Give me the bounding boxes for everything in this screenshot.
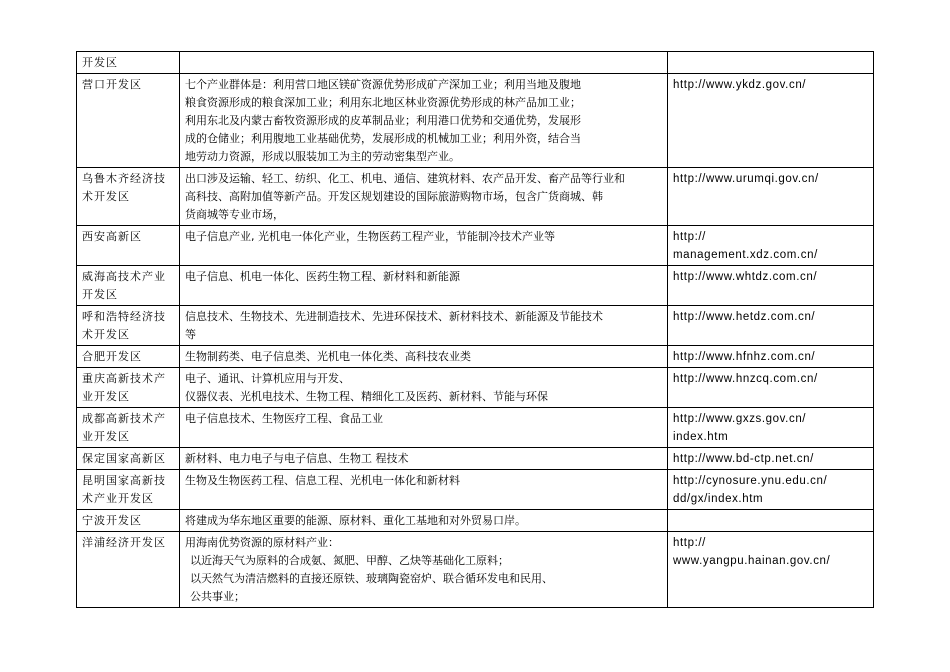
zone-name: 成都高新技术产业开发区 [77, 408, 180, 448]
description-line: 成的仓储业；利用腹地工业基础优势，发展形成的机械加工业；利用外资，结合当 [185, 132, 581, 145]
website-url [668, 448, 874, 470]
zone-name: 洋浦经济开发区 [77, 532, 180, 608]
zone-name: 营口开发区 [77, 74, 180, 168]
table-row [77, 74, 874, 168]
website-url [668, 306, 874, 346]
industry-description [180, 306, 668, 346]
industry-description [180, 168, 668, 226]
website-url [668, 226, 874, 266]
table-row [77, 368, 874, 408]
description-line: 利用东北及内蒙古畜牧资源形成的皮革制品业；利用港口优势和交通优势，发展形 [185, 114, 581, 127]
table-row [77, 532, 874, 608]
description-line: 仪器仪表、光机电技术、生物工程、精细化工及医药、新材料、节能与环保 [185, 390, 548, 403]
description-line: 电子、通讯、计算机应用与开发、 [185, 372, 350, 385]
dev-zone-table [76, 51, 874, 608]
description-line: 用海南优势资源的原材料产业： [185, 536, 339, 549]
url-line: dd/gx/index.htm [673, 493, 764, 505]
website-url [668, 532, 874, 608]
description-line: 电子信息、机电一体化、医药生物工程、新材料和新能源 [185, 270, 460, 283]
description-line: 电子信息产业, 光机电一体化产业，生物医药工程产业，节能制冷技术产业等 [185, 230, 555, 243]
industry-description [180, 368, 668, 408]
table-row [77, 408, 874, 448]
table-row [77, 510, 874, 532]
industry-description [180, 74, 668, 168]
website-url [668, 470, 874, 510]
url-line: http:// [673, 231, 706, 243]
table-row [77, 266, 874, 306]
industry-description [180, 266, 668, 306]
zone-name: 合肥开发区 [77, 346, 180, 368]
url-line: http://www.ykdz.gov.cn/ [673, 79, 807, 91]
website-url [668, 52, 874, 74]
website-url [668, 346, 874, 368]
url-line: http:// [673, 537, 706, 549]
industry-description [180, 532, 668, 608]
industry-description [180, 470, 668, 510]
description-line: 粮食资源形成的粮食深加工业；利用东北地区林业资源优势形成的林产品加工业； [185, 96, 581, 109]
url-line: www.yangpu.hainan.gov.cn/ [673, 555, 831, 567]
url-line: management.xdz.com.cn/ [673, 249, 818, 261]
description-line: 以天然气为清洁燃料的直接还原铁、玻璃陶瓷窑炉、联合循环发电和民用、 [190, 572, 553, 585]
table-row [77, 470, 874, 510]
url-line: http://www.hfnhz.com.cn/ [673, 351, 816, 363]
zone-name: 乌鲁木齐经济技术开发区 [77, 168, 180, 226]
industry-description [180, 226, 668, 266]
description-line: 生物制药类、电子信息类、光机电一体化类、高科技农业类 [185, 350, 471, 363]
url-line: http://www.bd-ctp.net.cn/ [673, 453, 814, 465]
description-line: 地劳动力资源，形成以服装加工为主的劳动密集型产业。 [185, 150, 460, 163]
description-line: 新材料、电力电子与电子信息、生物工 程技术 [185, 452, 409, 465]
website-url [668, 368, 874, 408]
description-line: 货商城等专业市场， [185, 208, 284, 221]
table-row [77, 346, 874, 368]
zone-name: 威海高技术产业开发区 [77, 266, 180, 306]
table-row [77, 52, 874, 74]
zone-name: 宁波开发区 [77, 510, 180, 532]
description-line: 信息技术、生物技术、先进制造技术、先进环保技术、新材料技术、新能源及节能技术 [185, 310, 603, 323]
description-line: 等 [185, 328, 196, 341]
url-line: http://cynosure.ynu.edu.cn/ [673, 475, 828, 487]
website-url [668, 168, 874, 226]
url-line: http://www.hnzcq.com.cn/ [673, 373, 818, 385]
description-line: 高科技、高附加值等新产品。开发区规划建设的国际旅游购物市场，包含广货商城、韩 [185, 190, 603, 203]
url-line: http://www.gxzs.gov.cn/ [673, 413, 807, 425]
description-line: 出口涉及运输、轻工、纺织、化工、机电、通信、建筑材料、农产品开发、畜产品等行业和 [185, 172, 625, 185]
website-url [668, 408, 874, 448]
description-line: 将建成为华东地区重要的能源、原材料、重化工基地和对外贸易口岸。 [185, 514, 526, 527]
website-url [668, 74, 874, 168]
table-row [77, 306, 874, 346]
description-line: 公共事业； [190, 590, 245, 603]
zone-name: 开发区 [77, 52, 180, 74]
table-row [77, 168, 874, 226]
url-line: http://www.urumqi.gov.cn/ [673, 173, 819, 185]
url-line: index.htm [673, 431, 729, 443]
industry-description [180, 346, 668, 368]
description-line: 以近海天气为原料的合成氨、氮肥、甲醇、乙炔等基础化工原料； [190, 554, 509, 567]
website-url [668, 266, 874, 306]
url-line: http://www.whtdz.com.cn/ [673, 271, 818, 283]
description-line: 生物及生物医药工程、信息工程、光机电一体化和新材料 [185, 474, 460, 487]
description-line: 电子信息技术、生物医疗工程、食品工业 [185, 412, 383, 425]
description-line: 七个产业群体是：利用营口地区镁矿资源优势形成矿产深加工业；利用当地及腹地 [185, 78, 581, 91]
url-line: http://www.hetdz.com.cn/ [673, 311, 816, 323]
industry-description [180, 448, 668, 470]
zone-name: 昆明国家高新技术产业开发区 [77, 470, 180, 510]
industry-description [180, 52, 668, 74]
website-url [668, 510, 874, 532]
table-row [77, 226, 874, 266]
table-row [77, 448, 874, 470]
zone-name: 西安高新区 [77, 226, 180, 266]
zone-name: 重庆高新技术产业开发区 [77, 368, 180, 408]
zone-name: 保定国家高新区 [77, 448, 180, 470]
zone-name: 呼和浩特经济技术开发区 [77, 306, 180, 346]
industry-description [180, 408, 668, 448]
industry-description [180, 510, 668, 532]
